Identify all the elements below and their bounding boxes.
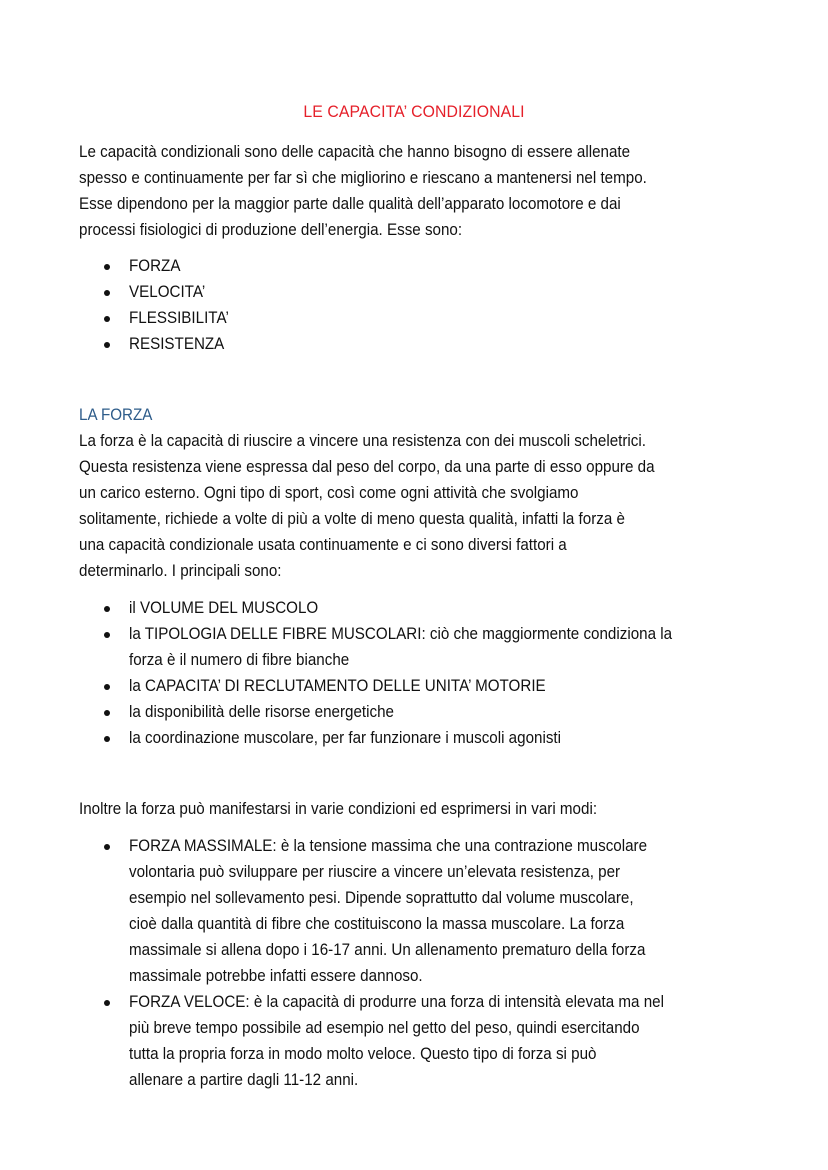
intro-line: Le capacità condizionali sono delle capacità che hanno bisogno di essere allenate (79, 143, 631, 161)
paragraph-line: un carico esterno. Ogni tipo di sport, così come ogni attività che svolgiamo (79, 484, 579, 502)
document-title: LE CAPACITA’ CONDIZIONALI (303, 102, 525, 121)
intro-line: spesso e continuamente per far sì che migliorino e riescano a mantenersi nel tempo. (79, 169, 647, 187)
section-heading-forza: LA FORZA (79, 406, 153, 424)
paragraph-line: Questa resistenza viene espressa dal peso del corpo, da una parte di esso oppure da (79, 458, 655, 476)
list-item: VELOCITA’ (79, 279, 799, 305)
bullet-icon (104, 290, 110, 296)
list-item-forza-massimale: FORZA MASSIMALE: è la tensione massima che una contrazione muscolare volontaria può sviluppare per riuscire a vincere un’elevata resistenza, per esempio nel sollevamento pesi. Dipende soprattutto dal volume muscolare, cioè dalla quantità di fibre che costituiscono la massa muscolare. La forza massimale si allena dopo i 16-17 anni. Un allenamento prematuro della forza massimale potrebbe infatti essere dannoso. (79, 833, 799, 989)
paragraph-line: una capacità condizionale usata continuamente e ci sono diversi fattori a (79, 536, 567, 554)
intro-paragraph (79, 139, 714, 243)
paragraph-line: solitamente, richiede a volte di più a volte di meno questa qualità, infatti la forza è (79, 510, 625, 528)
bullet-icon (104, 342, 110, 348)
forza-types-list (79, 833, 799, 1093)
bullet-icon (104, 316, 110, 322)
intro-line: Esse dipendono per la maggior parte dalle qualità dell’apparato locomotore e dai (79, 195, 621, 213)
bullet-icon (104, 736, 110, 742)
bullet-icon (104, 684, 110, 690)
list-item: FLESSIBILITA’ (79, 305, 799, 331)
list-item: RESISTENZA (79, 331, 799, 357)
paragraph-line: determinarlo. I principali sono: (79, 562, 282, 580)
list-item: la disponibilità delle risorse energetiche (79, 699, 799, 725)
capacities-list (79, 253, 799, 357)
intro-line: processi fisiologici di produzione dell’energia. Esse sono: (79, 221, 463, 239)
bullet-icon (104, 606, 110, 612)
bullet-icon (104, 1000, 110, 1006)
bullet-icon (104, 264, 110, 270)
list-item: FORZA (79, 253, 799, 279)
list-item: la coordinazione muscolare, per far funzionare i muscoli agonisti (79, 725, 799, 751)
bullet-icon (104, 844, 110, 850)
paragraph-line: La forza è la capacità di riuscire a vincere una resistenza con dei muscoli scheletrici. (79, 432, 646, 450)
forza-factors-list (79, 595, 799, 751)
list-item: la TIPOLOGIA DELLE FIBRE MUSCOLARI: ciò che maggiormente condiziona la forza è il numero di fibre bianche (79, 621, 799, 673)
modi-intro-paragraph (79, 796, 714, 822)
bullet-icon (104, 632, 110, 638)
paragraph-line: Inoltre la forza può manifestarsi in varie condizioni ed esprimersi in vari modi: (79, 800, 598, 818)
bullet-icon (104, 710, 110, 716)
list-item-forza-veloce: FORZA VELOCE: è la capacità di produrre una forza di intensità elevata ma nel più breve tempo possibile ad esempio nel getto del peso, quindi esercitando tutta la propria forza in modo molto veloce. Questo tipo di forza si può allenare a partire dagli 11-12 anni. (79, 989, 799, 1093)
forza-paragraph (79, 428, 714, 584)
list-item: il VOLUME DEL MUSCOLO (79, 595, 799, 621)
list-item: la CAPACITA’ DI RECLUTAMENTO DELLE UNITA’ MOTORIE (79, 673, 799, 699)
